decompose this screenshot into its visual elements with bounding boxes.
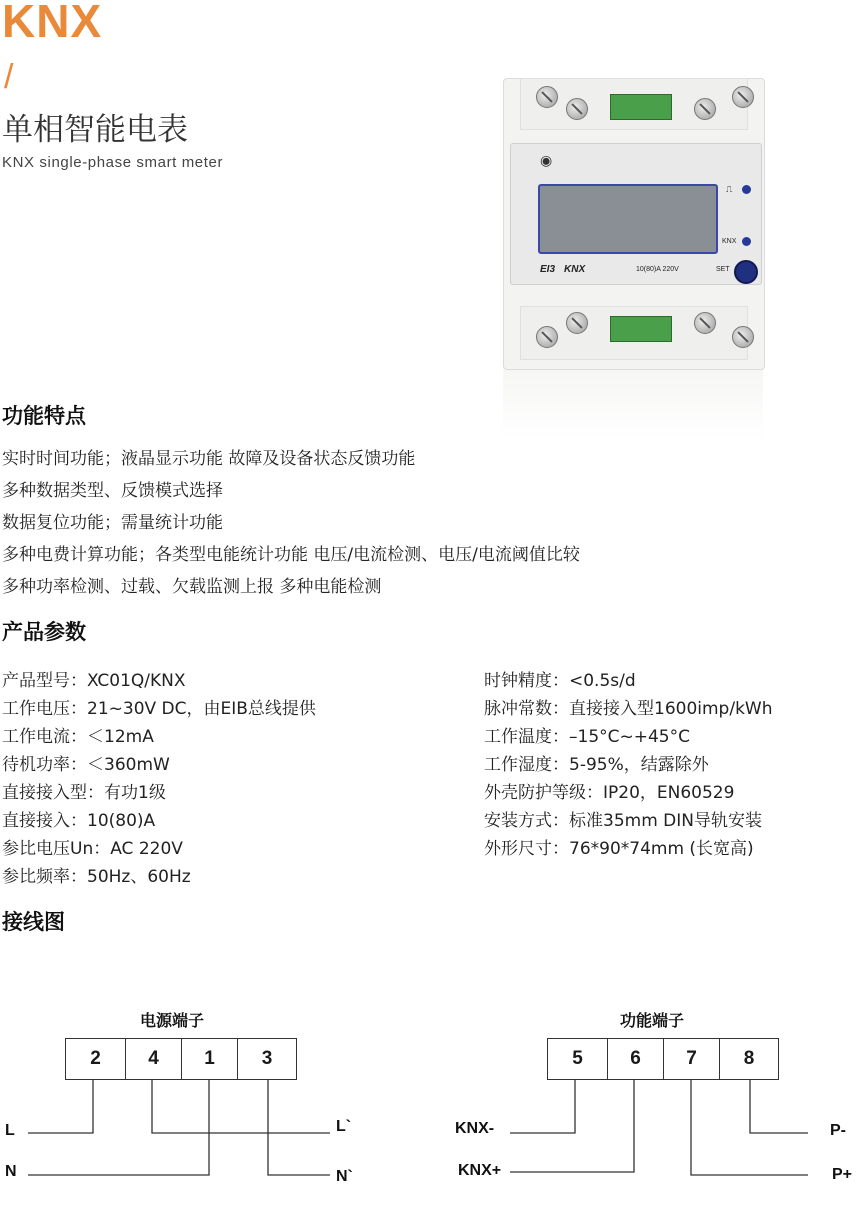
wire-label-knx-plus: KNX+ (458, 1162, 502, 1179)
spec-item: 产品型号：XC01Q/KNX (2, 671, 186, 691)
feature-item: 实时时间功能；液晶显示功能 故障及设备状态反馈功能 (2, 449, 416, 469)
power-terminal-block (65, 1038, 297, 1080)
terminal-6: 6 (608, 1039, 664, 1079)
specs-heading: 产品参数 (2, 620, 86, 644)
page-subtitle: KNX single-phase smart meter (2, 154, 224, 171)
feature-item: 数据复位功能；需量统计功能 (2, 513, 223, 533)
wire-label-L: L (5, 1122, 15, 1139)
set-label: SET (716, 266, 730, 273)
terminal-8: 8 (743, 1048, 755, 1069)
company-logo-icon: ◉ (540, 152, 553, 168)
terminal-7: 7 (664, 1039, 720, 1079)
spec-item: 外形尺寸：76*90*74mm (长宽高) (484, 839, 754, 859)
brand-slash: / (4, 58, 14, 96)
feature-item: 多种功率检测、过载、欠载监测上报 多种电能检测 (2, 577, 382, 597)
spec-item: 直接接入：10(80)A (2, 811, 156, 831)
spec-item: 工作电压：21~30V DC，由EIB总线提供 (2, 699, 316, 719)
spec-item: 直接接入型：有功1级 (2, 783, 166, 803)
brand-title: KNX (2, 0, 103, 47)
features-heading: 功能特点 (2, 404, 86, 428)
wire-label-N-out: N` (336, 1168, 353, 1185)
wire-label-p-plus: P+ (832, 1166, 853, 1183)
terminal-3: 3 (261, 1048, 273, 1069)
knx-logo: KNX (564, 264, 586, 275)
feature-item: 多种电费计算功能；各类型电能统计功能 电压/电流检测、电压/电流阈值比较 (2, 545, 580, 565)
page-title: 单相智能电表 (2, 112, 188, 148)
spec-item: 参比频率：50Hz、60Hz (2, 867, 191, 887)
spec-item: 外壳防护等级：IP20，EN60529 (484, 783, 735, 803)
spec-item: 工作电流：＜12mA (2, 727, 154, 747)
feature-item: 多种数据类型、反馈模式选择 (2, 481, 223, 501)
meter-rating: 10(80)A 220V (636, 266, 679, 273)
wire-label-p-minus: P- (830, 1122, 846, 1139)
pulse-led-label: ⎍ (726, 184, 733, 194)
wire-label-N: N (5, 1163, 17, 1180)
power-terminal-title: 电源端子 (140, 1011, 205, 1030)
wiring-heading: 接线图 (2, 910, 65, 934)
spec-item: 安装方式：标准35mm DIN导轨安装 (484, 811, 762, 831)
spec-item: 参比电压Un：AC 220V (2, 839, 183, 859)
knx-led-label: KNX (722, 238, 737, 245)
eib-logo: EI3 (540, 264, 556, 275)
terminal-5: 5 (548, 1039, 608, 1079)
function-terminal-title: 功能端子 (620, 1011, 685, 1030)
spec-item: 工作湿度：5-95%，结露除外 (484, 755, 709, 775)
spec-item: 工作温度：–15°C~+45°C (484, 727, 690, 747)
terminal-2: 2 (66, 1039, 126, 1079)
terminal-4: 4 (126, 1039, 182, 1079)
wire-label-knx-minus: KNX- (455, 1120, 495, 1137)
spec-item: 待机功率：＜360mW (2, 755, 170, 775)
terminal-1: 1 (182, 1039, 238, 1079)
function-terminal-block (547, 1038, 779, 1080)
wire-label-L-out: L` (336, 1118, 352, 1135)
spec-item: 脉冲常数：直接接入型1600imp/kWh (484, 699, 773, 719)
spec-item: 时钟精度：<0.5s/d (484, 671, 636, 691)
